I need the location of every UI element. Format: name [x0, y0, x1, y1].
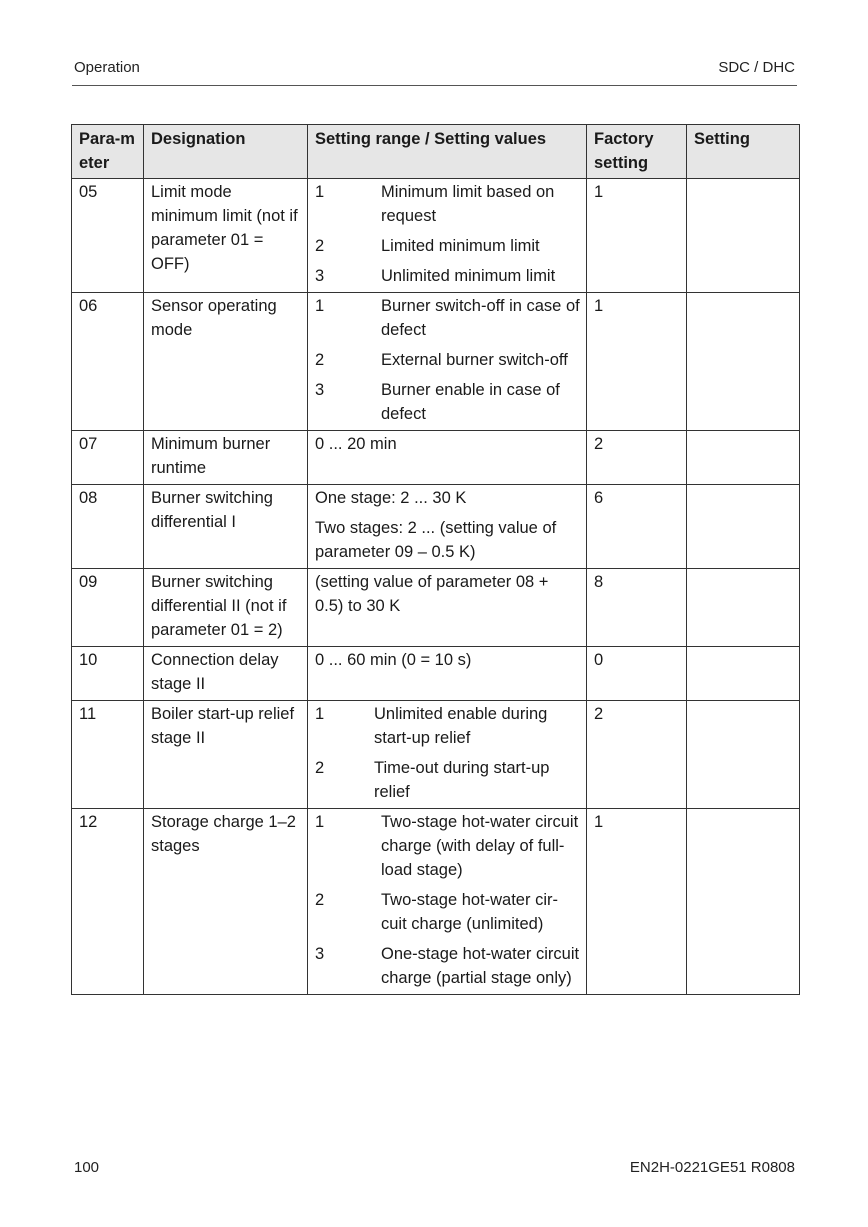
cell-setting — [687, 809, 800, 995]
cell-parameter: 10 — [72, 647, 144, 701]
cell-setting-range — [308, 569, 587, 647]
table-row — [72, 647, 800, 701]
option-text: Minimum limit based on request — [381, 183, 555, 225]
cell-setting-range — [308, 293, 587, 431]
setting-range-line: One stage: 2 ... 30 K — [315, 489, 467, 507]
table-row — [72, 485, 800, 569]
cell-designation: Burner switching differential II (not if parameter 01 = 2) — [144, 569, 308, 647]
running-header-product: SDC / DHC — [718, 59, 795, 76]
cell-factory-setting: 8 — [587, 569, 687, 647]
setting-option — [315, 810, 580, 882]
cell-parameter: 06 — [72, 293, 144, 431]
table-row — [72, 809, 800, 995]
cell-setting — [687, 179, 800, 293]
cell-factory-setting: 2 — [587, 701, 687, 809]
cell-designation: Storage charge 1–2 stages — [144, 809, 308, 995]
cell-designation: Burner switching differential I — [144, 485, 308, 569]
option-text: Time-out during start-up relief — [374, 759, 550, 801]
header-divider — [72, 85, 797, 86]
cell-setting — [687, 701, 800, 809]
cell-factory-setting: 2 — [587, 431, 687, 485]
option-text: Unlimited minimum limit — [381, 267, 556, 285]
cell-setting-range — [308, 431, 587, 485]
option-number: 2 — [315, 891, 325, 909]
document-code: EN2H-0221GE51 R0808 — [629, 1159, 795, 1176]
cell-setting-range — [308, 701, 587, 809]
cell-designation: Boiler start-up relief stage II — [144, 701, 308, 809]
option-number: 3 — [315, 267, 325, 285]
page-number: 100 — [74, 1159, 100, 1176]
option-number: 1 — [315, 183, 325, 201]
option-number: 2 — [315, 237, 325, 255]
option-text: Burner enable in case of defect — [381, 381, 560, 423]
option-number: 1 — [315, 705, 325, 723]
cell-parameter: 07 — [72, 431, 144, 485]
table-row — [72, 431, 800, 485]
option-text: Burner switch-off in case of defect — [381, 297, 580, 339]
table-body — [72, 179, 800, 995]
option-number: 2 — [315, 759, 325, 777]
table-header-row — [72, 125, 800, 179]
cell-parameter: 11 — [72, 701, 144, 809]
running-header-section: Operation — [74, 59, 140, 76]
cell-parameter: 12 — [72, 809, 144, 995]
option-text: Limited minimum limit — [381, 237, 540, 255]
option-text: Unlimited enable during start-up relief — [374, 705, 548, 747]
column-header-designation: Designation — [144, 125, 308, 179]
cell-setting-range — [308, 485, 587, 569]
cell-setting — [687, 569, 800, 647]
cell-factory-setting: 1 — [587, 179, 687, 293]
option-text: External burner switch-off — [381, 351, 568, 369]
option-number: 3 — [315, 945, 325, 963]
table-row — [72, 701, 800, 809]
option-text: Two-stage hot-water circuit charge (with delay of full-load stage) — [381, 813, 579, 879]
table-row — [72, 569, 800, 647]
option-number: 1 — [315, 297, 325, 315]
setting-option — [315, 702, 580, 750]
setting-option — [315, 378, 580, 426]
parameter-table — [71, 124, 800, 995]
setting-option — [315, 348, 580, 372]
setting-option — [315, 180, 580, 228]
cell-parameter: 08 — [72, 485, 144, 569]
cell-setting — [687, 293, 800, 431]
cell-designation: Minimum burner runtime — [144, 431, 308, 485]
setting-option — [315, 942, 580, 990]
cell-factory-setting: 1 — [587, 809, 687, 995]
setting-range-line: 0 ... 20 min — [315, 435, 397, 453]
option-text: Two-stage hot-water cir-cuit charge (unlimited) — [381, 891, 558, 933]
cell-designation: Connection delay stage II — [144, 647, 308, 701]
setting-range-line: 0 ... 60 min (0 = 10 s) — [315, 651, 472, 669]
setting-option — [315, 294, 580, 342]
cell-designation: Sensor operating mode — [144, 293, 308, 431]
column-header-factory-setting: Factory setting — [587, 125, 687, 179]
cell-factory-setting: 1 — [587, 293, 687, 431]
setting-option — [315, 234, 580, 258]
option-number: 1 — [315, 813, 325, 831]
column-header-parameter: Para-meter — [72, 125, 144, 179]
setting-option — [315, 888, 580, 936]
cell-designation: Limit mode minimum limit (not if parameter 01 = OFF) — [144, 179, 308, 293]
setting-option — [315, 264, 580, 288]
option-number: 2 — [315, 351, 325, 369]
setting-range-line: Two stages: 2 ... (setting value of parameter 09 – 0.5 K) — [315, 519, 557, 561]
option-number: 3 — [315, 381, 325, 399]
table-row — [72, 179, 800, 293]
cell-factory-setting: 6 — [587, 485, 687, 569]
setting-range-line: (setting value of parameter 08 + 0.5) to 30 K — [315, 573, 549, 615]
cell-factory-setting: 0 — [587, 647, 687, 701]
cell-setting-range — [308, 647, 587, 701]
option-text: One-stage hot-water circuit charge (partial stage only) — [381, 945, 580, 987]
cell-setting — [687, 647, 800, 701]
cell-parameter: 09 — [72, 569, 144, 647]
cell-setting-range — [308, 809, 587, 995]
table-row — [72, 293, 800, 431]
column-header-setting: Setting — [687, 125, 800, 179]
cell-setting — [687, 485, 800, 569]
cell-setting — [687, 431, 800, 485]
cell-parameter: 05 — [72, 179, 144, 293]
cell-setting-range — [308, 179, 587, 293]
setting-option — [315, 756, 580, 804]
column-header-setting-range: Setting range / Setting values — [308, 125, 587, 179]
